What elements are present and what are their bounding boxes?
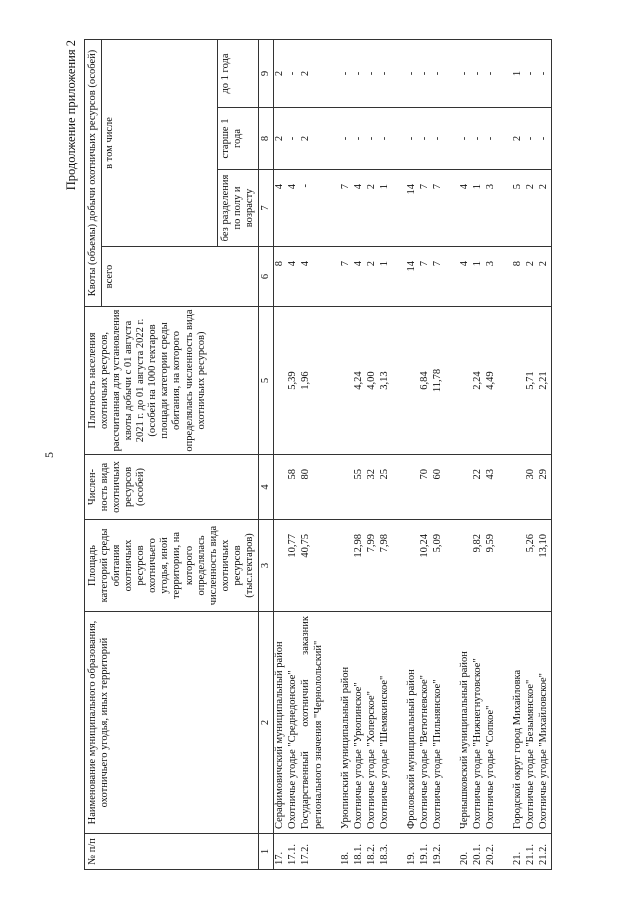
spacer-row xyxy=(326,39,340,869)
cell-count: 58 xyxy=(287,455,300,520)
cell-name: Охотничье угодье "Сопкое" xyxy=(485,612,498,834)
cell-area: 5,26 xyxy=(525,520,538,612)
cell-total xyxy=(313,247,326,307)
cell-count xyxy=(313,455,326,520)
cell-older: - xyxy=(379,108,392,170)
cell-name: Охотничье угодье "Ветютневское" xyxy=(419,612,432,834)
table-row xyxy=(538,39,552,869)
table-row xyxy=(485,39,498,869)
cell-older: 2 xyxy=(300,108,313,170)
cell-older: - xyxy=(406,108,419,170)
cell-under: - xyxy=(485,39,498,107)
cell-under: - xyxy=(366,39,379,107)
cell-density: 4,00 xyxy=(366,307,379,455)
header-under: до 1 года xyxy=(217,39,258,107)
cell-under: - xyxy=(353,39,366,107)
column-number: 1 xyxy=(258,834,273,870)
table-row xyxy=(432,39,445,869)
cell-total: 4 xyxy=(287,247,300,307)
cell-num xyxy=(313,834,326,870)
column-number: 4 xyxy=(258,455,273,520)
cell-total: 3 xyxy=(485,247,498,307)
cell-older: - xyxy=(525,108,538,170)
cell-name: Охотничье угодье "Безымянское" xyxy=(525,612,538,834)
cell-density: 6,84 xyxy=(419,307,432,455)
cell-total: 7 xyxy=(340,247,353,307)
cell-count: 55 xyxy=(353,455,366,520)
cell-older: - xyxy=(287,108,300,170)
cell-nosex: 2 xyxy=(538,170,552,247)
cell-nosex: 14 xyxy=(406,170,419,247)
cell-older: - xyxy=(472,108,485,170)
cell-num: 17.2. xyxy=(300,834,313,870)
column-number: 2 xyxy=(258,612,273,834)
cell-nosex: - xyxy=(300,170,313,247)
cell-older: - xyxy=(485,108,498,170)
column-number: 9 xyxy=(258,39,273,107)
header-including: в том числе xyxy=(102,39,218,246)
cell-older xyxy=(313,108,326,170)
cell-num: 19.2. xyxy=(432,834,445,870)
cell-under: - xyxy=(459,39,472,107)
cell-under: - xyxy=(340,39,353,107)
cell-area: 5,09 xyxy=(432,520,445,612)
table-row xyxy=(459,39,472,869)
cell-num: 18.3. xyxy=(379,834,392,870)
cell-density: 3,13 xyxy=(379,307,392,455)
cell-count: 80 xyxy=(300,455,313,520)
cell-name: регионального значения "Чернолольский" xyxy=(313,612,326,834)
cell-under: - xyxy=(538,39,552,107)
header-density: Плотность населения охотничьих ресурсов, рассчитанная для установления квоты добычи с 01 августа 2021 г. до 01 августа 2022 г. (особей на 1000 гектаров площади категории среды обитания, на которого определялась численность вида охотничьих ресурсов) xyxy=(85,307,259,455)
cell-total: 2 xyxy=(525,247,538,307)
cell-area: 12,98 xyxy=(353,520,366,612)
cell-area xyxy=(406,520,419,612)
cell-older: - xyxy=(340,108,353,170)
cell-nosex: 2 xyxy=(366,170,379,247)
cell-nosex: 7 xyxy=(340,170,353,247)
cell-total: 2 xyxy=(366,247,379,307)
cell-under: 2 xyxy=(300,39,313,107)
table-row xyxy=(366,39,379,869)
cell-under: - xyxy=(406,39,419,107)
cell-density: 4,24 xyxy=(353,307,366,455)
table-row xyxy=(273,39,287,869)
cell-under: 1 xyxy=(512,39,525,107)
column-number-row xyxy=(258,39,273,869)
appendix-caption: Продолжение приложения 2 xyxy=(64,40,78,191)
cell-older: - xyxy=(366,108,379,170)
cell-name: Охотничье угодье "Михайловское" xyxy=(538,612,552,834)
cell-under: - xyxy=(287,39,300,107)
column-number: 8 xyxy=(258,108,273,170)
cell-name: Охотничье угодье "Шемякинское" xyxy=(379,612,392,834)
cell-density: 2,21 xyxy=(538,307,552,455)
cell-density: 2,24 xyxy=(472,307,485,455)
cell-older: - xyxy=(459,108,472,170)
cell-area xyxy=(273,520,287,612)
table-row xyxy=(300,39,313,869)
cell-name: Чернышковский муниципальный район xyxy=(459,612,472,834)
cell-nosex: 1 xyxy=(379,170,392,247)
cell-num: 19. xyxy=(406,834,419,870)
cell-total: 1 xyxy=(472,247,485,307)
cell-older: - xyxy=(432,108,445,170)
cell-num: 17. xyxy=(273,834,287,870)
cell-name: Охотничье угодье "Нижнегнутовское" xyxy=(472,612,485,834)
cell-area xyxy=(512,520,525,612)
cell-older: 2 xyxy=(273,108,287,170)
header-no-sex: без разделения по полу и возрасту xyxy=(217,170,258,247)
table-row xyxy=(287,39,300,869)
cell-total: 14 xyxy=(406,247,419,307)
cell-name: Серафимовичский муниципальный район xyxy=(273,612,287,834)
cell-area: 13,10 xyxy=(538,520,552,612)
header-name: Наименование муниципального образования, охотничьего угодья, иных территорий xyxy=(85,612,259,834)
cell-under: - xyxy=(472,39,485,107)
cell-area: 7,98 xyxy=(379,520,392,612)
table-row xyxy=(512,39,525,869)
cell-num: 18.2. xyxy=(366,834,379,870)
header-total: всего xyxy=(102,247,259,307)
cell-name: Фроловский муниципальный район xyxy=(406,612,419,834)
cell-nosex: 5 xyxy=(512,170,525,247)
cell-name: Городской округ город Михайловка xyxy=(512,612,525,834)
document-page xyxy=(40,40,600,870)
cell-nosex: 7 xyxy=(432,170,445,247)
cell-density: 1,96 xyxy=(300,307,313,455)
cell-total: 4 xyxy=(353,247,366,307)
cell-total: 8 xyxy=(512,247,525,307)
cell-count: 22 xyxy=(472,455,485,520)
cell-nosex: 4 xyxy=(287,170,300,247)
cell-area: 9,59 xyxy=(485,520,498,612)
cell-total: 1 xyxy=(379,247,392,307)
cell-name: Охотничье угодье "Пильнянское" xyxy=(432,612,445,834)
cell-num: 21. xyxy=(512,834,525,870)
cell-density: 11,78 xyxy=(432,307,445,455)
cell-name: Государственный охотничий заказник xyxy=(300,612,313,834)
cell-count: 25 xyxy=(379,455,392,520)
cell-count xyxy=(459,455,472,520)
cell-area xyxy=(459,520,472,612)
cell-num: 17.1. xyxy=(287,834,300,870)
cell-total: 4 xyxy=(300,247,313,307)
cell-area: 40,75 xyxy=(300,520,313,612)
cell-num: 21.1. xyxy=(525,834,538,870)
cell-under xyxy=(313,39,326,107)
cell-num: 20.1. xyxy=(472,834,485,870)
cell-under: - xyxy=(419,39,432,107)
column-number: 5 xyxy=(258,307,273,455)
cell-under: - xyxy=(432,39,445,107)
header-count: Числен-ность вида охотничьих ресурсов (особей) xyxy=(85,455,259,520)
cell-nosex: 7 xyxy=(419,170,432,247)
cell-area: 7,99 xyxy=(366,520,379,612)
cell-area: 10,24 xyxy=(419,520,432,612)
table-row xyxy=(353,39,366,869)
cell-count: 29 xyxy=(538,455,552,520)
spacer-row xyxy=(392,39,406,869)
cell-num: 18. xyxy=(340,834,353,870)
cell-density xyxy=(512,307,525,455)
cell-total: 8 xyxy=(273,247,287,307)
cell-density: 4,49 xyxy=(485,307,498,455)
cell-count xyxy=(273,455,287,520)
cell-under: - xyxy=(379,39,392,107)
cell-under: - xyxy=(525,39,538,107)
table-row xyxy=(419,39,432,869)
cell-name: Охотничье угодье "Хоперское" xyxy=(366,612,379,834)
cell-density xyxy=(406,307,419,455)
cell-num: 21.2. xyxy=(538,834,552,870)
cell-nosex: 4 xyxy=(273,170,287,247)
header-area: Площадь категорий среды обитания охотничьих ресурсов охотничьего угодья, иной территории, на которого определялась численность вида охотничьих ресурсов (тыс.гектаров) xyxy=(85,520,259,612)
cell-under: 2 xyxy=(273,39,287,107)
cell-area: 9,82 xyxy=(472,520,485,612)
cell-nosex: 3 xyxy=(485,170,498,247)
header-num: № п/п xyxy=(85,834,259,870)
header-older: старше 1 года xyxy=(217,108,258,170)
spacer-row xyxy=(445,39,459,869)
cell-name: Урюпинский муниципальный район xyxy=(340,612,353,834)
cell-num: 20. xyxy=(459,834,472,870)
cell-nosex: 1 xyxy=(472,170,485,247)
cell-older: - xyxy=(419,108,432,170)
cell-nosex: 4 xyxy=(459,170,472,247)
cell-count: 60 xyxy=(432,455,445,520)
table-body xyxy=(273,39,551,869)
cell-total: 2 xyxy=(538,247,552,307)
cell-area xyxy=(340,520,353,612)
cell-name: Охотничье угодье "Среднедонское" xyxy=(287,612,300,834)
cell-older: - xyxy=(538,108,552,170)
cell-nosex: 4 xyxy=(353,170,366,247)
table-row xyxy=(406,39,419,869)
quota-table xyxy=(84,39,552,870)
header-quota: Квоты (объемы) добычи охотничьих ресурсов (особей) xyxy=(85,39,102,306)
cell-nosex xyxy=(313,170,326,247)
cell-total: 4 xyxy=(459,247,472,307)
cell-count: 30 xyxy=(525,455,538,520)
cell-area xyxy=(313,520,326,612)
cell-num: 18.1. xyxy=(353,834,366,870)
cell-num: 20.2. xyxy=(485,834,498,870)
column-number: 6 xyxy=(258,247,273,307)
cell-density xyxy=(273,307,287,455)
cell-name: Охотничье угодье "Урюпинское" xyxy=(353,612,366,834)
table-row xyxy=(472,39,485,869)
cell-num: 19.1. xyxy=(419,834,432,870)
cell-density xyxy=(459,307,472,455)
cell-nosex: 2 xyxy=(525,170,538,247)
cell-density xyxy=(313,307,326,455)
cell-count xyxy=(406,455,419,520)
cell-count xyxy=(512,455,525,520)
cell-total: 7 xyxy=(419,247,432,307)
cell-count: 70 xyxy=(419,455,432,520)
cell-total: 7 xyxy=(432,247,445,307)
cell-density: 5,71 xyxy=(525,307,538,455)
table-row xyxy=(379,39,392,869)
cell-older: - xyxy=(353,108,366,170)
table-row xyxy=(340,39,353,869)
page-number: 5 xyxy=(42,452,56,458)
table-row xyxy=(313,39,326,869)
cell-count xyxy=(340,455,353,520)
cell-count: 43 xyxy=(485,455,498,520)
column-number: 7 xyxy=(258,170,273,247)
cell-density: 5,39 xyxy=(287,307,300,455)
spacer-row xyxy=(498,39,512,869)
column-number: 3 xyxy=(258,520,273,612)
cell-area: 10,77 xyxy=(287,520,300,612)
cell-count: 32 xyxy=(366,455,379,520)
cell-density xyxy=(340,307,353,455)
table-row xyxy=(525,39,538,869)
cell-older: 2 xyxy=(512,108,525,170)
